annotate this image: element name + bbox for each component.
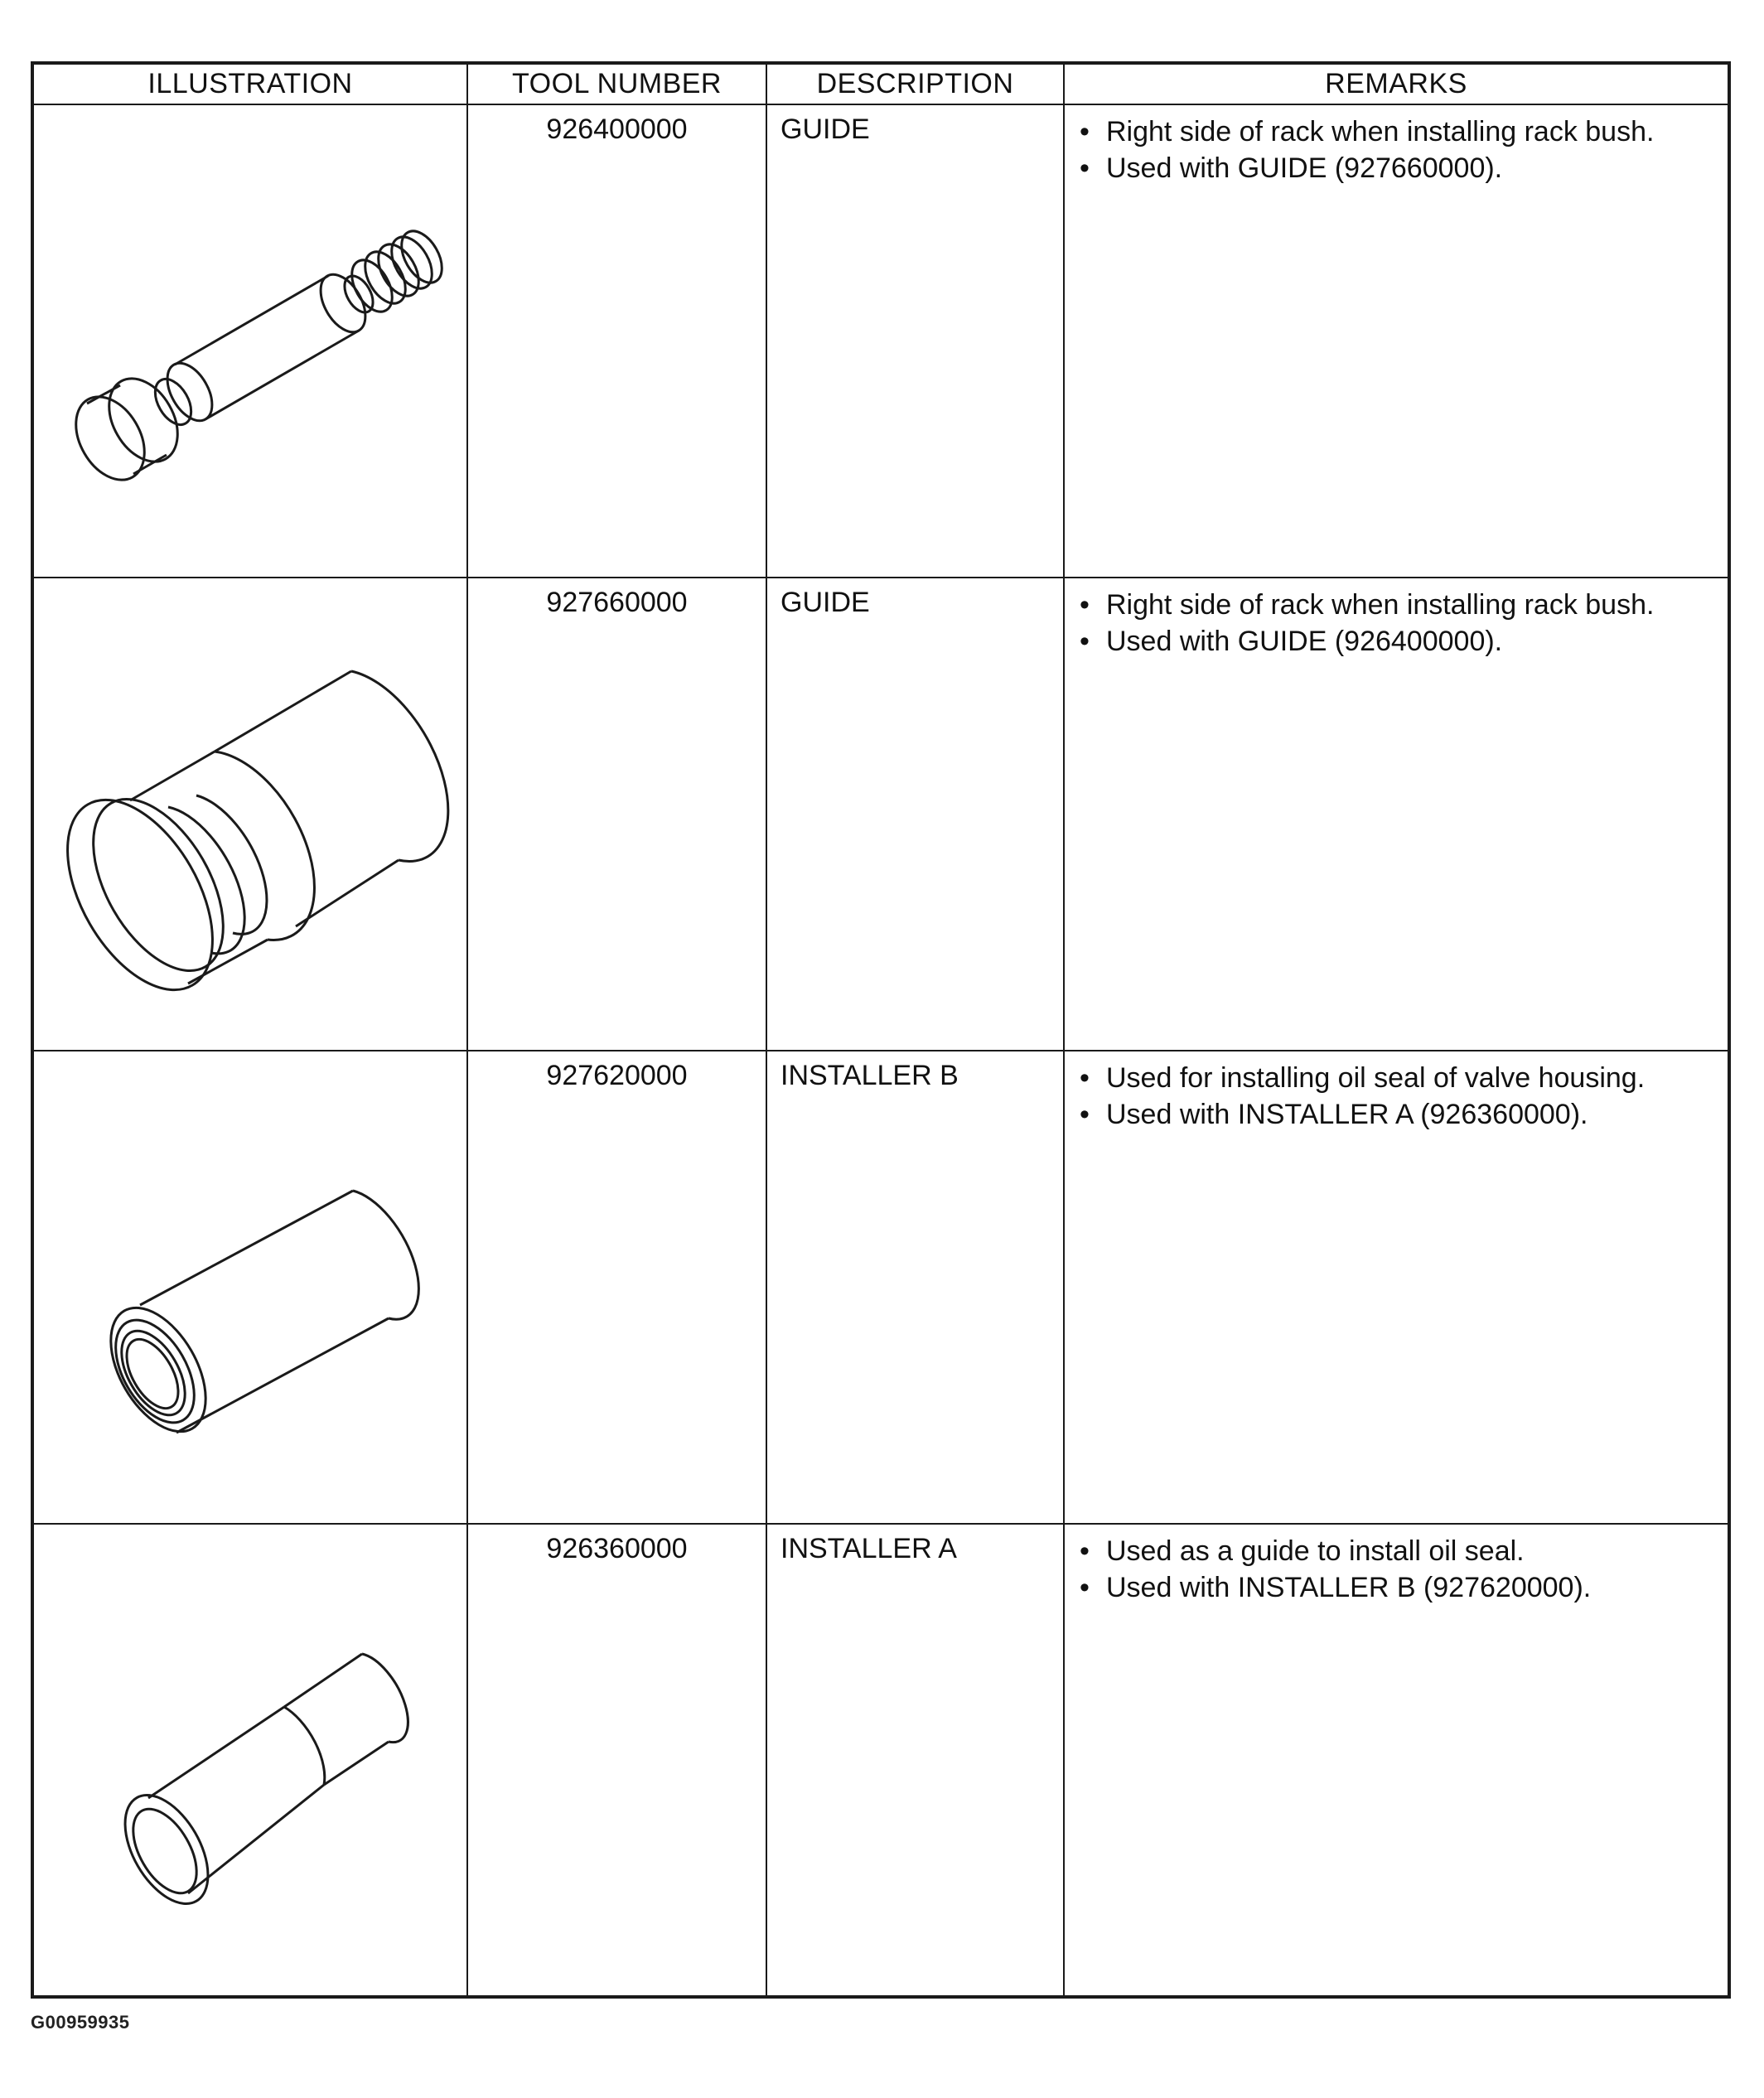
remark-item: • Used with INSTALLER A (926360000). — [1076, 1096, 1728, 1133]
remark-item: • Right side of rack when installing rack bush. — [1076, 587, 1728, 623]
illustration-cell — [32, 1051, 467, 1524]
description-cell: INSTALLER A — [766, 1524, 1064, 1997]
table-row — [32, 578, 1729, 1051]
description-cell: GUIDE — [766, 578, 1064, 1051]
tool-number-cell: 926360000 — [467, 1524, 766, 1997]
header-illustration: ILLUSTRATION — [32, 63, 467, 104]
remarks-cell — [1064, 104, 1729, 578]
table-row — [32, 1051, 1729, 1524]
remark-item: • Used as a guide to install oil seal. — [1076, 1533, 1728, 1569]
remarks-list — [1076, 587, 1728, 660]
table-row — [32, 104, 1729, 578]
remarks-list — [1076, 1060, 1728, 1133]
remarks-cell — [1064, 578, 1729, 1051]
remark-item: • Used with INSTALLER B (927620000). — [1076, 1569, 1728, 1606]
remark-item: • Used for installing oil seal of valve housing. — [1076, 1060, 1728, 1096]
header-remarks: REMARKS — [1064, 63, 1729, 104]
special-tools-table — [31, 61, 1731, 1999]
tube-installer-icon — [34, 1051, 466, 1521]
illustration-cell — [32, 578, 467, 1051]
remark-item: • Used with GUIDE (926400000). — [1076, 623, 1728, 660]
stepped-shaft-guide-icon — [34, 105, 466, 575]
tapered-installer-icon — [34, 1525, 466, 1994]
sleeve-guide-icon — [34, 578, 466, 1048]
remark-item: • Used with GUIDE (927660000). — [1076, 150, 1728, 186]
header-description: DESCRIPTION — [766, 63, 1064, 104]
table-row — [32, 1524, 1729, 1997]
figure-code: G00959935 — [31, 2012, 130, 2033]
tool-number-cell: 927620000 — [467, 1051, 766, 1524]
table-header-row — [32, 63, 1729, 104]
header-tool-number: TOOL NUMBER — [467, 63, 766, 104]
remarks-cell — [1064, 1051, 1729, 1524]
remarks-list — [1076, 1533, 1728, 1606]
illustration-cell — [32, 104, 467, 578]
tool-number-cell: 927660000 — [467, 578, 766, 1051]
illustration-cell — [32, 1524, 467, 1997]
remarks-cell — [1064, 1524, 1729, 1997]
description-cell: GUIDE — [766, 104, 1064, 578]
remark-item: • Right side of rack when installing rack bush. — [1076, 114, 1728, 150]
tool-number-cell: 926400000 — [467, 104, 766, 578]
description-cell: INSTALLER B — [766, 1051, 1064, 1524]
remarks-list — [1076, 114, 1728, 186]
